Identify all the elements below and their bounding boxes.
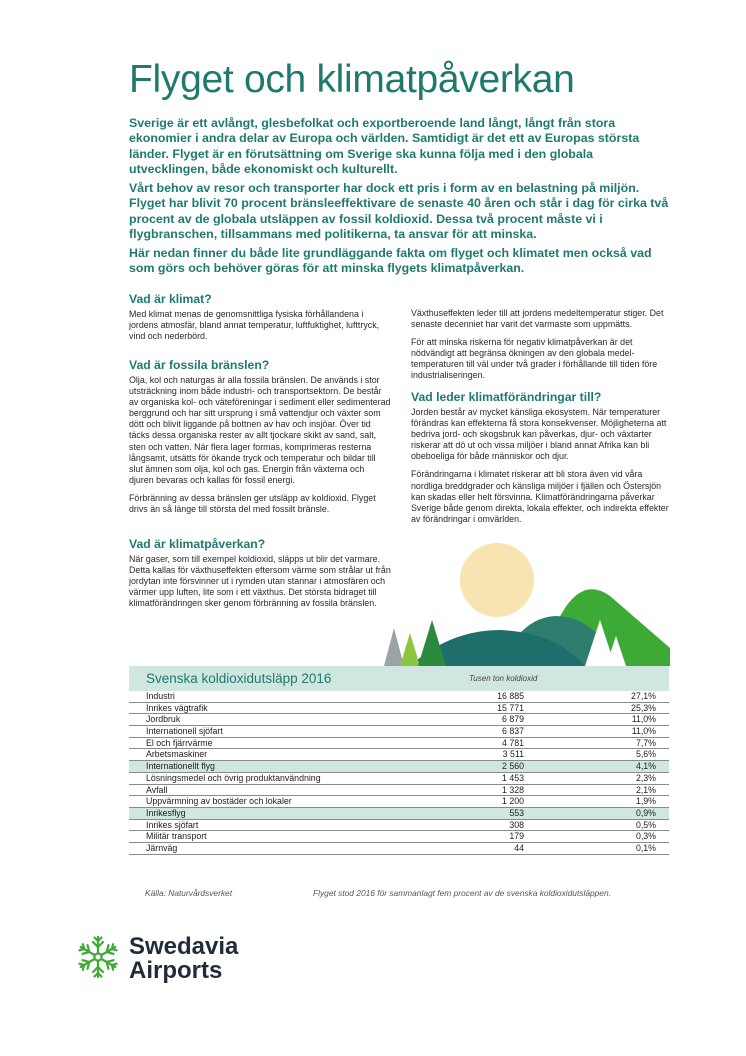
table-title: Svenska koldioxidutsläpp 2016 [146,671,332,686]
row-value: 179 [509,831,524,842]
row-value: 4 781 [501,737,524,748]
table-body [129,691,669,855]
section-text: Förbränning av dessa bränslen ger utsläpp av koldioxid. Flyget drivs än så länge till största del med fossilt bränsle. [129,492,376,515]
section-text: Med klimat menas de genomsnittliga fysiska förhållandena i jordens atmosfär, bland annat temperatur, luftfuktighet, lufttryck, vind och nederbörd. [129,309,380,342]
row-percent: 11,0% [631,726,656,737]
page-title: Flyget och klimatpåverkan [129,58,575,101]
table-source: Källa: Naturvårdsverket [145,888,233,898]
section-text: Växthuseffekten leder till att jordens medeltemperatur stiger. Det senaste decenniet har varit det varmaste som uppmätts. [411,308,664,330]
snowflake-logo-icon [75,934,121,980]
row-label: Internationell sjöfart [146,726,223,737]
section-paverkan [129,537,391,616]
table-row [129,785,669,797]
row-percent: 11,0% [631,714,656,725]
section-heading: Vad är klimat? [129,292,212,306]
table-row [129,714,669,726]
table-row [129,726,669,738]
row-value: 44 [514,842,524,853]
intro-paragraph-1: Sverige är ett avlångt, glesbefolkat och exportberoende land långt, långt från stora ekonomier i andra delar av Europa och världen. Samtidigt är det ett av Europas största länder. Flyget är en förutsättning om Sverige ska kunna följa med i den globala utvecklingen, både ekonomiskt och kulturellt. [129,116,640,177]
row-percent: 0,5% [635,819,656,830]
table-row [129,843,669,855]
row-percent: 2,3% [635,772,656,783]
section-heading: Vad är fossila bränslen? [129,358,270,372]
table-row [129,831,669,843]
right-column-intro [411,308,673,389]
intro-paragraph-3: Här nedan finner du både lite grundläggande fakta om flyget och klimatet men också vad som görs och behöver göras för att minska flygets klimatpåverkan. [129,246,652,276]
row-value: 1 200 [501,796,524,807]
tree-light-green [400,633,420,666]
table-row [129,749,669,761]
logo-wordmark [129,935,238,983]
section-klimat [129,292,391,349]
row-percent: 1,9% [635,796,656,807]
sun-shape [460,543,534,617]
table-row [129,738,669,750]
row-label: Avfall [146,784,168,795]
row-label: Uppvärmning av bostäder och lokaler [146,796,292,807]
row-value: 15 771 [497,702,524,713]
row-label: Inrikes sjöfart [146,819,199,830]
row-label: El och fjärrvärme [146,737,213,748]
row-value: 1 328 [501,784,524,795]
table-row [129,691,669,703]
section-text: Jorden består av mycket känsliga ekosystem. När temperaturer förändras kan effekterna få stora konsekvenser. Möjligheterna att bedriva jord- och skogsbruk kan påverkas, djur- och växtarter riskerar att dö ut och vissa miljöer i bland annat Afrika kan bli obeboeliga för både människor och djur. [411,407,667,462]
row-label: Inrikes vägtrafik [146,702,208,713]
row-label: Järnväg [146,842,178,853]
table-note: Flyget stod 2016 för sammanlagt fem procent av de svenska koldioxidutsläppen. [313,888,611,898]
row-percent: 7,7% [635,737,656,748]
row-percent: 0,3% [635,831,656,842]
row-value: 1 453 [501,772,524,783]
row-label: Arbetsmaskiner [146,749,208,760]
row-percent: 4,1% [635,761,656,772]
landscape-illustration [370,538,670,666]
intro-paragraph-2: Vårt behov av resor och transporter har dock ett pris i form av en belastning på miljön. Flyget har blivit 70 procent bränsleeffektivare de senaste 40 åren och står i dag för cirka två procent av de globala utsläppen av fossil koldioxid. Dessa två procent måste vi i flygbranschen, tillsammans med politikerna, ta ansvar för att minska. [129,181,669,242]
section-forandringar [411,390,673,532]
table-unit: Tusen ton koldioxid [469,674,538,683]
row-percent: 27,1% [631,691,656,701]
emissions-table [129,666,669,855]
row-label: Industri [146,691,175,701]
row-value: 553 [509,807,524,818]
row-label: Inrikesflyg [146,807,186,818]
table-row [129,773,669,785]
section-text: Olja, kol och naturgas är alla fossila bränslen. De används i stor utsträckning inom både industri- och transportsektorn. De består av organiska kol- och väteföreningar i sediment eller sedimenterad berggrund och har sitt ursprung i små vattendjur och växter som dött och blivit liggande på bottnen av hav och insjöar. Över tid täcks dessa organiska rester av allt tjockare skikt av sand, salt, sten och vatten. När flera lager formas, komprimeras resterna långsamt, utsätts för ökande tryck och temperatur och bildar till slut ämnen som olja, kol och gas. Energin från växterna och djuren bevaras och kallas för fossil energi. [129,375,391,485]
row-percent: 5,6% [635,749,656,760]
table-row [129,796,669,808]
row-label: Lösningsmedel och övrig produktanvändning [146,772,321,783]
section-heading: Vad leder klimatförändringar till? [411,390,602,404]
table-row [129,820,669,832]
row-value: 2 560 [501,761,524,772]
row-label: Jordbruk [146,714,181,725]
row-value: 308 [509,819,524,830]
table-header [129,666,669,691]
table-row [129,761,669,773]
row-percent: 2,1% [635,784,656,795]
row-percent: 0,1% [635,842,656,853]
row-value: 6 837 [501,726,524,737]
section-text: Förändringarna i klimatet riskerar att bli stora även vid våra nordliga breddgrader och känsliga miljöer i fjällen och Östersjön kan skadas eller helt försvinna. Klimatförändringarna påverkar Sverige både genom direkta, lokala effekter, och indirekta effekter av förändringar i omvärlden. [411,469,669,524]
table-row [129,703,669,715]
tree-dark-green [418,620,446,666]
row-value: 16 885 [497,691,524,701]
row-label: Militär transport [146,831,207,842]
table-row [129,808,669,820]
row-label: Internationellt flyg [146,761,215,772]
section-text: När gaser, som till exempel koldioxid, släpps ut blir det varmare. Detta kallas för växthuseffekten eftersom värme som strålar ut från jordytan inte försvinner ut i rymden utan stannar i atmosfären och värmer upp luften, lite som i ett växthus. Det största bidraget till klimatförändringen sker genom förbränning av fossila bränslen. [129,554,391,609]
row-value: 3 511 [502,749,524,760]
row-value: 6 879 [501,714,524,725]
row-percent: 0,9% [635,807,656,818]
section-heading: Vad är klimatpåverkan? [129,537,266,551]
section-fossila [129,358,391,522]
tree-grey [384,628,404,666]
section-text: För att minska riskerna för negativ klimatpåverkan är det nödvändigt att begränsa ökningen av den globala medeltemperaturen till väl under två grader i förhållande till tiden före industrialiseringen. [411,337,658,381]
logo-line-2: Airports [129,957,223,984]
logo-line-1: Swedavia [129,933,239,960]
row-percent: 25,3% [631,702,656,713]
